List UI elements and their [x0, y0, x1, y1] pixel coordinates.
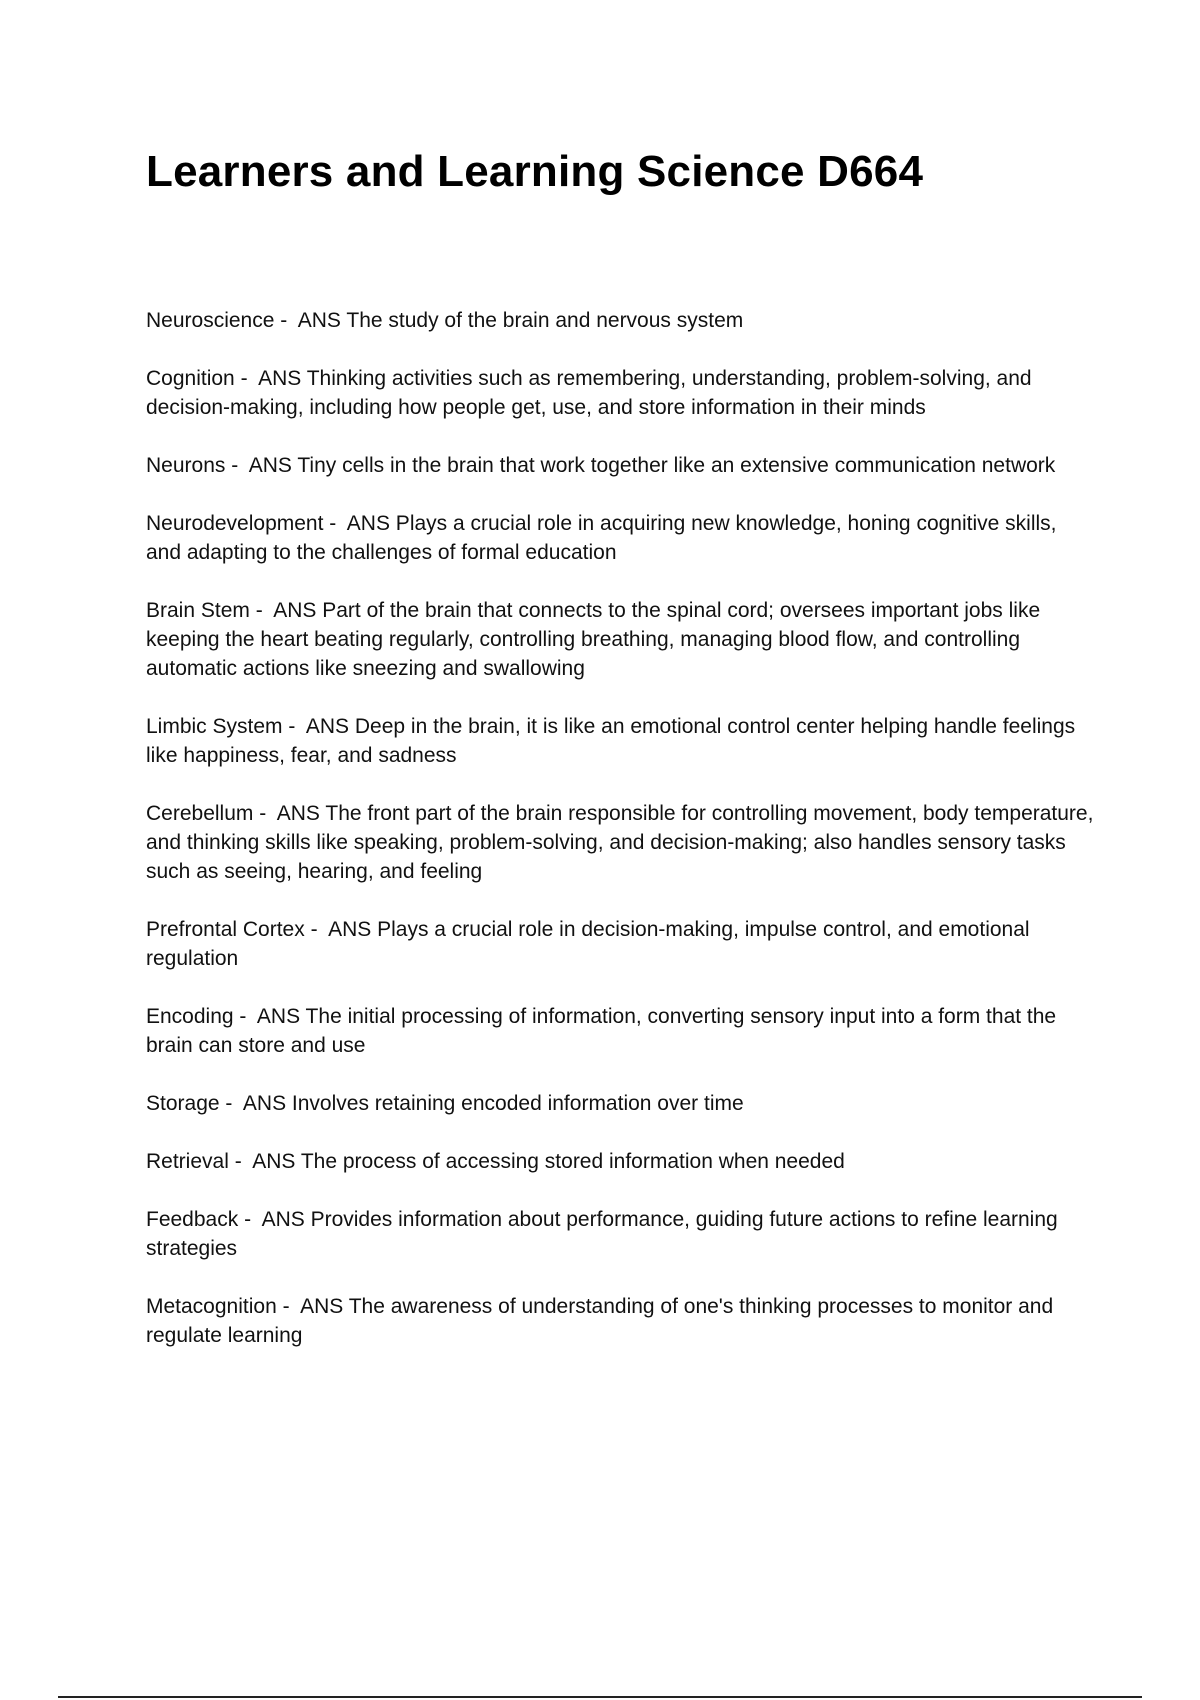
entry-answer: ANS Thinking activities such as remembering, understanding, problem-solving, and decision-making, including how people get, use, and store information in their minds — [146, 367, 1032, 419]
flashcard-entry — [146, 1089, 1096, 1118]
entry-answer: ANS The process of accessing stored information when needed — [252, 1150, 845, 1173]
entry-separator: - — [238, 1208, 262, 1231]
entry-answer: ANS Plays a crucial role in decision-making, impulse control, and emotional regulation — [146, 918, 1030, 970]
footer-divider — [58, 1696, 1142, 1698]
flashcard-entry — [146, 915, 1096, 973]
entry-separator: - — [234, 367, 259, 390]
entry-answer: ANS The initial processing of information, converting sensory input into a form that the brain can store and use — [146, 1005, 1057, 1057]
flashcard-entry — [146, 364, 1096, 422]
entry-term: Neuroscience — [146, 309, 275, 332]
flashcard-entry — [146, 799, 1096, 886]
entry-answer: ANS The front part of the brain responsible for controlling movement, body temperature, and thinking skills like speaking, problem-solving, and decision-making; also handles sensory tasks such as seeing, hearing, and feeling — [146, 802, 1094, 883]
flashcard-entry — [146, 1292, 1096, 1350]
entry-term: Cognition — [146, 367, 235, 390]
flashcard-entry — [146, 712, 1096, 770]
entry-answer: ANS Plays a crucial role in acquiring new knowledge, honing cognitive skills, and adapting to the challenges of formal education — [146, 512, 1057, 564]
entry-term: Metacognition — [146, 1295, 277, 1318]
entry-term: Cerebellum — [146, 802, 254, 825]
document-title: Learners and Learning Science D664 — [146, 147, 924, 196]
entry-answer: ANS Tiny cells in the brain that work together like an extensive communication network — [248, 454, 1056, 477]
entry-term: Feedback — [146, 1208, 239, 1231]
flashcard-entry — [146, 596, 1096, 683]
entry-separator: - — [282, 715, 306, 738]
entry-separator: - — [304, 918, 329, 941]
entry-answer: ANS Part of the brain that connects to the spinal cord; oversees important jobs like keeping the heart beating regularly, controlling breathing, managing blood flow, and controlling automatic actions like sneezing and swallowing — [146, 599, 1041, 680]
entry-term: Retrieval — [146, 1150, 229, 1173]
entry-separator: - — [276, 1295, 301, 1318]
entry-term: Limbic System — [146, 715, 283, 738]
entry-separator: - — [233, 1005, 257, 1028]
entry-separator: - — [219, 1092, 243, 1115]
entry-answer: ANS Provides information about performance, guiding future actions to refine learning strategies — [146, 1208, 1058, 1260]
flashcard-entry — [146, 1147, 1096, 1176]
entry-term: Prefrontal Cortex — [146, 918, 305, 941]
entry-separator: - — [228, 1150, 253, 1173]
entry-separator: - — [253, 802, 277, 825]
entry-answer: ANS Involves retaining encoded information over time — [242, 1092, 744, 1115]
entry-answer: ANS Deep in the brain, it is like an emotional control center helping handle feelings like happiness, fear, and sadness — [146, 715, 1076, 767]
entry-separator: - — [274, 309, 298, 332]
entry-term: Neurodevelopment — [146, 512, 324, 535]
flashcard-entry — [146, 1205, 1096, 1263]
flashcard-entry — [146, 509, 1096, 567]
entry-separator: - — [323, 512, 347, 535]
entry-term: Brain Stem — [146, 599, 250, 622]
flashcard-list — [146, 306, 1096, 1350]
entry-term: Encoding — [146, 1005, 234, 1028]
entry-separator: - — [225, 454, 249, 477]
entry-separator: - — [249, 599, 274, 622]
flashcard-entry — [146, 451, 1096, 480]
entry-term: Neurons — [146, 454, 226, 477]
entry-answer: ANS The study of the brain and nervous system — [297, 309, 744, 332]
entry-answer: ANS The awareness of understanding of one's thinking processes to monitor and regulate learning — [146, 1295, 1054, 1347]
entry-term: Storage — [146, 1092, 220, 1115]
flashcard-entry — [146, 306, 1096, 335]
flashcard-entry — [146, 1002, 1096, 1060]
